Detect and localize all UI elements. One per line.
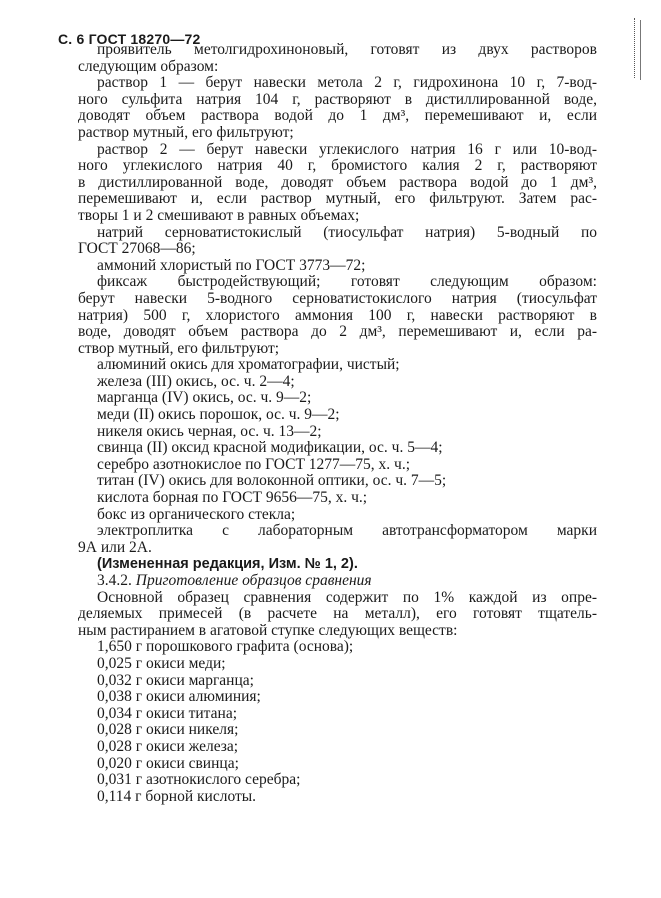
text-line: [78, 756, 597, 773]
text-line: [78, 440, 597, 457]
document-body: [78, 42, 597, 805]
line-text: свинца (II) оксид красной модификации, ос. ч. 5—4;: [97, 439, 443, 457]
text-line: [78, 424, 597, 441]
line-text: железа (III) окись, ос. ч. 2—4;: [97, 372, 295, 390]
text-line: [78, 590, 597, 607]
text-line: [78, 722, 597, 739]
text-line: [78, 390, 597, 407]
text-line: [78, 689, 597, 706]
line-text: титан (IV) окись для волоконной оптики, ос. ч. 7—5;: [97, 472, 447, 490]
line-text: раствор мутный, его фильтруют;: [78, 123, 294, 141]
line-text: алюминий окись для хроматографии, чистый;: [97, 356, 400, 374]
text-line: [78, 457, 597, 474]
text-line: [78, 407, 597, 424]
line-text: меди (II) окись порошок, ос. ч. 9—2;: [97, 406, 340, 424]
line-text: в дистиллированной воде, доводят объем раствора водой до 1 дм³,: [78, 174, 597, 191]
text-line: [78, 507, 597, 524]
line-text: 0,032 г окиси марганца;: [97, 671, 254, 689]
text-line: [78, 125, 597, 142]
line-text: фиксаж быстродействующий; готовят следующим образом:: [97, 274, 597, 291]
line-text: 0,020 г окиси свинца;: [97, 754, 239, 772]
text-line: [78, 623, 597, 640]
line-text: бокс из органического стекла;: [97, 505, 296, 523]
line-text: 0,034 г окиси титана;: [97, 704, 237, 722]
page-header: С. 6 ГОСТ 18270—72: [58, 31, 201, 47]
text-line: [78, 540, 597, 557]
text-line: [78, 789, 597, 806]
text-line: [78, 706, 597, 723]
section-title: Приготовление образцов сравнения: [135, 572, 372, 589]
line-text: ного углекислого натрия 40 г, бромистого калия 2 г, растворяют: [78, 158, 597, 175]
line-text: 0,114 г борной кислоты.: [97, 787, 257, 805]
line-text: натрия) 500 г, хлористого аммония 100 г, навески растворяют в: [78, 307, 597, 324]
line-text: 9А или 2А.: [78, 538, 152, 556]
text-line: [78, 42, 597, 59]
text-line: [78, 374, 597, 391]
text-line: [78, 357, 597, 374]
line-text: 0,038 г окиси алюминия;: [97, 688, 261, 706]
margin-line: [640, 20, 641, 80]
text-line: [78, 523, 597, 540]
text-line: [78, 308, 597, 325]
line-text: кислота борная по ГОСТ 9656—75, х. ч.;: [97, 489, 368, 507]
line-text: электроплитка с лабораторным автотрансформатором марки: [97, 523, 597, 540]
text-line: [78, 108, 597, 125]
line-text: (Измененная редакция, Изм. № 1, 2).: [97, 556, 358, 573]
text-line: [78, 92, 597, 109]
text-line: [78, 324, 597, 341]
text-line: [78, 673, 597, 690]
margin-mark: [634, 18, 637, 78]
text-line: [78, 341, 597, 358]
text-line: [78, 772, 597, 789]
line-text: перемешивают и, если раствор мутный, его фильтруют. Затем рас-: [78, 191, 597, 208]
text-line: [78, 175, 597, 192]
text-line: [78, 606, 597, 623]
text-line: [78, 639, 597, 656]
text-line: [78, 490, 597, 507]
line-text: аммоний хлористый по ГОСТ 3773—72;: [97, 256, 366, 274]
text-line: [78, 473, 597, 490]
line-text: проявитель метолгидрохиноновый, готовят из двух растворов: [97, 42, 597, 58]
line-text: ного сульфита натрия 104 г, растворяют в дистиллированной воде,: [78, 91, 597, 108]
text-line: [78, 142, 597, 159]
text-line: [78, 191, 597, 208]
line-text: ГОСТ 27068—86;: [78, 240, 196, 258]
text-line: [78, 291, 597, 308]
line-text: Основной образец сравнения содержит по 1% каждой из опре-: [97, 589, 597, 606]
line-text: 1,650 г порошкового графита (основа);: [97, 638, 354, 656]
text-line: [78, 225, 597, 242]
text-line: [78, 158, 597, 175]
line-text: 0,031 г азотнокислого серебра;: [97, 771, 301, 789]
line-text: воде, доводят объем раствора до 2 дм³, перемешивают и, если ра-: [78, 324, 597, 341]
text-line: [78, 241, 597, 258]
text-line: [78, 59, 597, 76]
line-text: никеля окись черная, ос. ч. 13—2;: [97, 422, 322, 440]
line-text: натрий серноватистокислый (тиосульфат натрия) 5-водный по: [97, 224, 597, 241]
text-line: [78, 739, 597, 756]
text-line: [78, 258, 597, 275]
line-text: деляемых примесей (в расчете на металл), его готовят тщатель-: [78, 606, 597, 623]
line-text: 3.4.2.: [97, 572, 136, 589]
line-text: 0,028 г окиси никеля;: [97, 721, 239, 739]
text-line: [78, 75, 597, 92]
section-heading: [78, 573, 597, 590]
line-text: марганца (IV) окись, ос. ч. 9—2;: [97, 389, 312, 407]
amendment-note: [78, 556, 597, 573]
line-text: доводят объем раствора водой до 1 дм³, перемешивают и, если: [78, 108, 597, 125]
line-text: 0,025 г окиси меди;: [97, 654, 226, 672]
text-line: [78, 208, 597, 225]
line-text: творы 1 и 2 смешивают в равных объемах;: [78, 206, 360, 224]
line-text: раствор 1 — берут навески метола 2 г, гидрохинона 10 г, 7-вод-: [97, 75, 597, 92]
line-text: раствор 2 — берут навески углекислого натрия 16 г или 10-вод-: [97, 141, 597, 158]
text-line: [78, 274, 597, 291]
line-text: ным растиранием в агатовой ступке следующих веществ:: [78, 621, 458, 639]
text-line: [78, 656, 597, 673]
line-text: следующим образом:: [78, 57, 219, 75]
line-text: берут навески 5-водного серноватистокислого натрия (тиосульфат: [78, 290, 597, 307]
line-text: створ мутный, его фильтруют;: [78, 339, 280, 357]
line-text: серебро азотнокислое по ГОСТ 1277—75, х. ч.;: [97, 455, 411, 473]
line-text: 0,028 г окиси железа;: [97, 737, 239, 755]
